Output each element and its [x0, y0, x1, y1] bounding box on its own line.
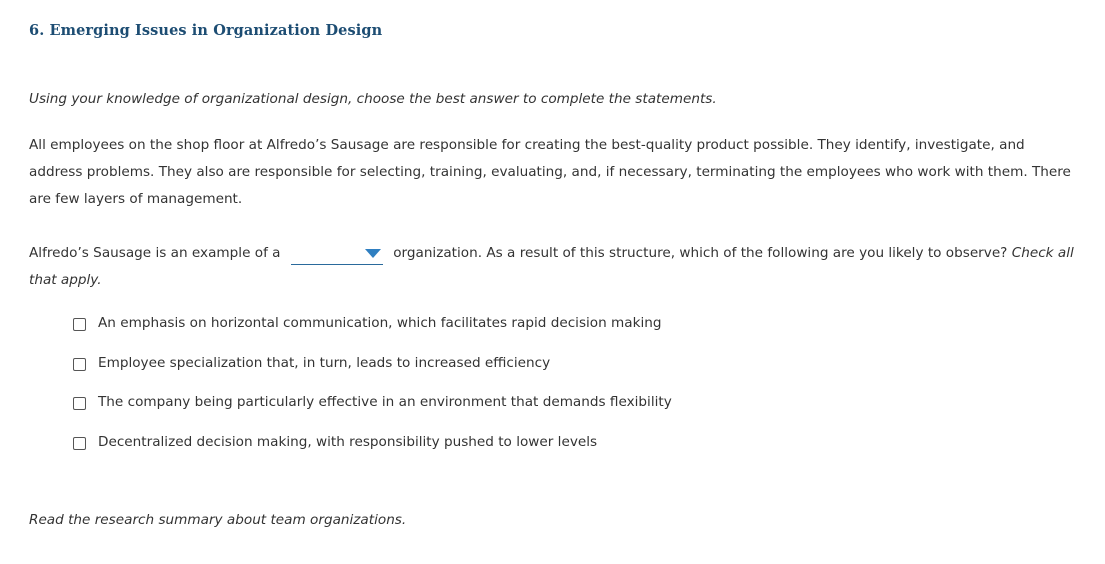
scenario-text: All employees on the shop floor at Alfredo’s Sausage are responsible for creating the best-quality product possible. They identify, investigate, and address problems. They also are responsible for selecting, training, evaluating, and, if necessary, terminating the employees who work with them. There are few layers of management.: [29, 137, 1071, 207]
checkbox[interactable]: [73, 318, 86, 331]
organization-type-dropdown[interactable]: [291, 240, 383, 265]
check-all-instruction: Check all that apply.: [29, 245, 1074, 288]
research-summary-text: Read the research summary about team organizations.: [29, 512, 407, 528]
page-title: 6. Emerging Issues in Organization Design: [29, 22, 383, 39]
checkbox[interactable]: [73, 358, 86, 371]
chevron-down-icon: [365, 249, 381, 258]
checkbox[interactable]: [73, 437, 86, 450]
option-label: Decentralized decision making, with responsibility pushed to lower levels: [98, 434, 598, 451]
option-label: The company being particularly effective in an environment that demands flexibility: [98, 394, 672, 411]
question-suffix: organization. As a result of this structure, which of the following are you likely to observe?: [393, 245, 1008, 261]
option-label: Employee specialization that, in turn, leads to increased efficiency: [98, 354, 551, 371]
question-text: [29, 240, 1079, 294]
checkbox[interactable]: [73, 397, 86, 410]
option-label: An emphasis on horizontal communication, which facilitates rapid decision making: [98, 315, 662, 331]
question-prefix: Alfredo’s Sausage is an example of a: [29, 245, 281, 261]
instructions-text: Using your knowledge of organizational design, choose the best answer to complete the statements.: [29, 91, 717, 107]
